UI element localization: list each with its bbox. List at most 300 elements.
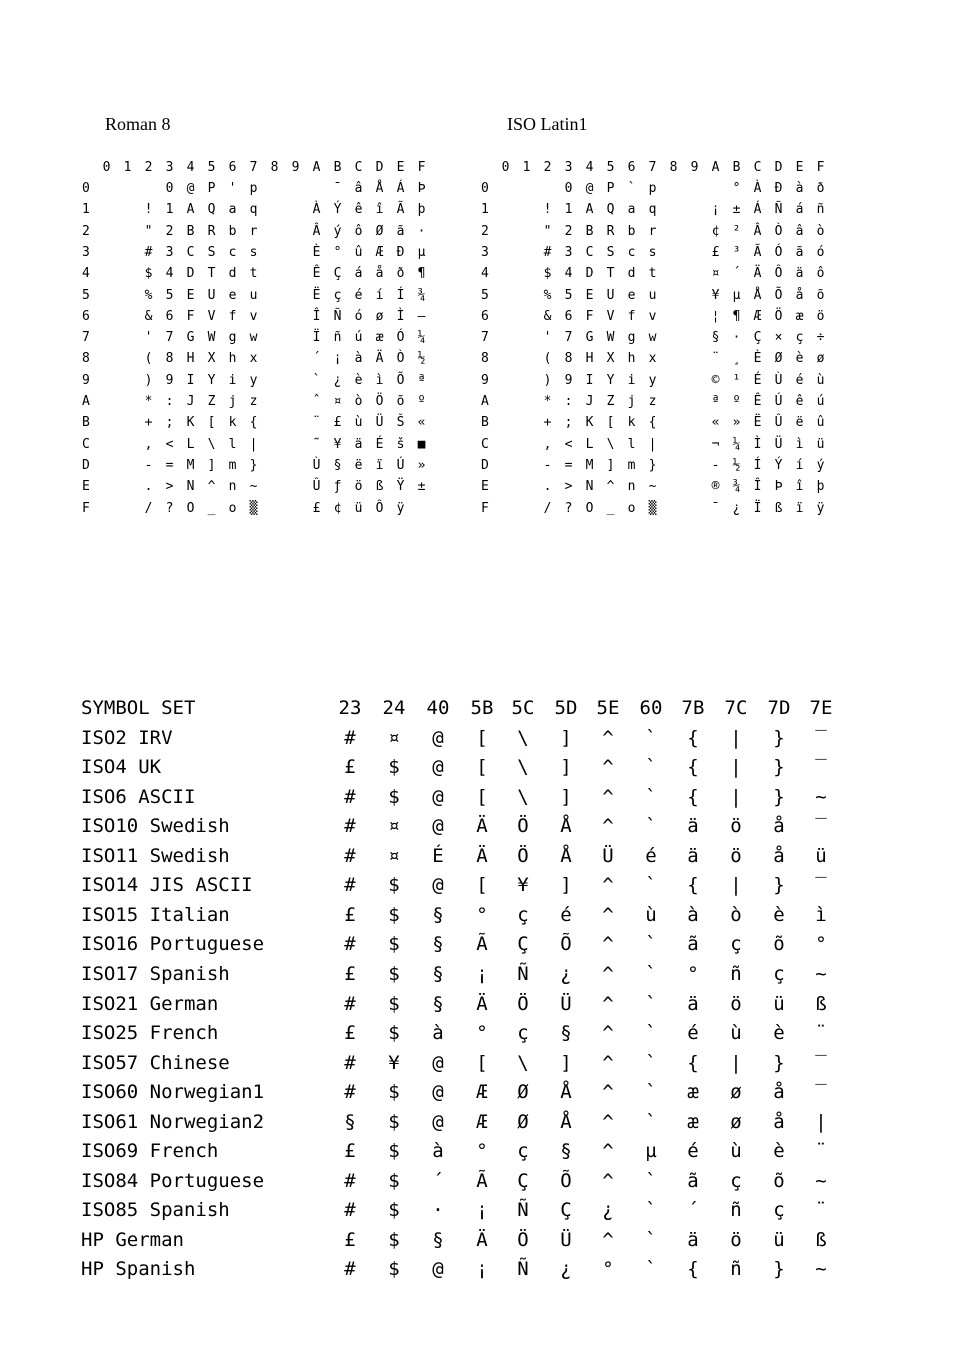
roman8-glyph: ': [144, 330, 153, 346]
symbol-set-char: @: [432, 1051, 444, 1074]
latin1-glyph: ±: [732, 202, 741, 218]
symbol-set-char: £: [344, 1140, 356, 1163]
roman8-glyph: t: [249, 266, 258, 282]
roman8-glyph: >: [165, 479, 174, 495]
latin1-glyph: R: [606, 223, 615, 239]
latin1-glyph: w: [648, 330, 657, 346]
latin1-glyph: ç: [795, 330, 804, 346]
roman8-glyph: -: [144, 457, 153, 473]
latin1-glyph: T: [606, 266, 615, 282]
symbol-set-name: ISO21 German: [81, 992, 219, 1015]
latin1-glyph: $: [543, 266, 552, 282]
roman8-glyph: Õ: [396, 372, 405, 388]
symbol-set-char: ~: [815, 962, 827, 985]
symbol-set-char: #: [344, 785, 356, 808]
symbol-set-char: Ä: [476, 1228, 488, 1251]
symbol-set-char: Æ: [476, 1110, 488, 1133]
symbol-set-char: `: [645, 785, 657, 808]
latin1-glyph: §: [711, 330, 720, 346]
symbol-set-char: å: [773, 815, 785, 838]
latin1-row-label: 2: [481, 223, 489, 239]
latin1-glyph: ×: [774, 330, 783, 346]
latin1-row-label: 3: [481, 244, 489, 260]
roman8-glyph: Þ: [417, 181, 426, 196]
roman8-glyph: ƒ: [333, 479, 342, 495]
symbol-set-char: #: [344, 874, 356, 897]
symbol-set-char: §: [432, 1228, 444, 1251]
symbol-set-char: ç: [730, 933, 742, 956]
latin1-glyph: ø: [816, 351, 825, 367]
roman8-glyph: ã: [396, 223, 405, 239]
latin1-glyph: Ü: [774, 436, 783, 452]
symbol-set-char: ´: [687, 1199, 699, 1222]
roman8-glyph: c: [228, 244, 237, 260]
symbol-set-char: §: [344, 1110, 356, 1133]
symbol-set-char: ¡: [476, 1199, 488, 1222]
roman8-column-header: 1: [123, 160, 132, 175]
roman8-glyph: +: [144, 415, 153, 431]
symbol-set-char: §: [560, 1022, 572, 1045]
latin1-glyph: õ: [816, 287, 825, 303]
latin1-glyph: U: [606, 287, 615, 303]
roman8-glyph: ¡: [333, 351, 342, 367]
latin1-glyph: ": [543, 223, 552, 239]
roman8-glyph: ): [144, 372, 153, 388]
roman8-glyph: 7: [165, 330, 174, 346]
latin1-glyph: ó: [816, 244, 825, 260]
roman8-glyph: T: [207, 266, 216, 282]
symbol-set-char: ì: [815, 903, 827, 926]
latin1-glyph: ¡: [711, 202, 720, 218]
roman8-glyph: ": [144, 223, 153, 239]
latin1-glyph: Ú: [774, 394, 783, 409]
code-header: 7D: [767, 697, 791, 719]
symbol-set-char: Ö: [517, 815, 529, 838]
symbol-set-char: $: [388, 1228, 400, 1251]
symbol-set-char: Å: [560, 1110, 572, 1133]
latin1-title: ISO Latin1: [507, 114, 588, 134]
symbol-set-char: ‾: [815, 815, 827, 838]
latin1-glyph: á: [795, 202, 804, 218]
roman8-row-label: C: [82, 436, 90, 452]
roman8-row-label: 9: [82, 372, 90, 388]
roman8-glyph: U: [207, 287, 216, 303]
symbol-set-char: |: [815, 1110, 827, 1133]
roman8-glyph: ó: [354, 308, 363, 324]
symbol-set-char: °: [476, 903, 488, 926]
latin1-glyph: Ã: [753, 244, 762, 260]
roman8-glyph: °: [333, 244, 342, 260]
symbol-set-char: |: [730, 756, 742, 779]
latin1-glyph: ¬: [711, 436, 720, 452]
roman8-glyph: Ý: [333, 202, 342, 218]
latin1-glyph: µ: [732, 287, 741, 303]
latin1-glyph: 7: [564, 330, 573, 346]
latin1-glyph: Z: [606, 394, 615, 409]
roman8-glyph: a: [228, 202, 237, 218]
symbol-set-char: `: [645, 962, 657, 985]
latin1-glyph: í: [795, 457, 804, 473]
latin1-glyph: è: [795, 351, 804, 367]
roman8-glyph: }: [249, 457, 258, 473]
roman8-glyph: u: [249, 287, 258, 303]
symbol-set-char: ^: [602, 1022, 614, 1045]
latin1-glyph: >: [564, 479, 573, 495]
symbol-set-char: ^: [602, 962, 614, 985]
roman8-glyph: Á: [396, 181, 405, 196]
symbol-set-char: Å: [560, 844, 572, 867]
roman8-glyph: Å: [375, 181, 384, 196]
latin1-glyph: v: [648, 308, 657, 324]
symbol-set-char: `: [645, 1081, 657, 1104]
symbol-set-char: |: [730, 874, 742, 897]
symbol-set-char: `: [645, 874, 657, 897]
roman8-glyph: L: [186, 436, 195, 452]
latin1-glyph: J: [585, 394, 594, 409]
roman8-glyph: &: [144, 308, 153, 324]
symbol-set-char: [: [476, 785, 488, 808]
symbol-set-char: ]: [560, 726, 572, 749]
latin1-glyph: ¦: [711, 308, 720, 324]
roman8-glyph: ñ: [333, 330, 342, 346]
symbol-set-char: ]: [560, 1051, 572, 1074]
roman8-glyph: F: [186, 308, 195, 324]
roman8-glyph: ]: [207, 457, 216, 473]
roman8-glyph: 4: [165, 266, 174, 282]
symbol-set-char: @: [432, 756, 444, 779]
latin1-glyph: Ý: [774, 457, 783, 473]
symbol-set-char: }: [773, 1051, 785, 1074]
latin1-glyph: g: [627, 330, 636, 346]
latin1-character-map: [481, 158, 851, 518]
roman8-glyph: ~: [249, 479, 258, 495]
latin1-glyph: ·: [732, 330, 741, 346]
latin1-glyph: È: [753, 351, 762, 367]
latin1-column-header: 5: [606, 160, 615, 175]
symbol-set-name: ISO17 Spanish: [81, 962, 230, 985]
roman8-glyph: n: [228, 479, 237, 495]
latin1-glyph: o: [627, 500, 636, 516]
symbol-set-char: ·: [432, 1199, 444, 1222]
latin1-column-header: D: [774, 160, 783, 175]
latin1-glyph: ä: [795, 266, 804, 282]
latin1-glyph: ö: [816, 308, 825, 324]
latin1-glyph: A: [585, 202, 594, 218]
symbol-set-char: {: [687, 1051, 699, 1074]
symbol-set-char: |: [730, 1051, 742, 1074]
roman8-row-label: 7: [82, 330, 90, 346]
latin1-row-label: 4: [481, 266, 489, 282]
symbol-set-char: @: [432, 1110, 444, 1133]
symbol-set-name: ISO14 JIS ASCII: [81, 874, 253, 897]
latin1-glyph: Q: [606, 202, 615, 218]
roman8-glyph: É: [375, 436, 384, 452]
latin1-glyph: .: [543, 479, 552, 495]
roman8-glyph: 0: [165, 181, 174, 196]
symbol-set-char: #: [344, 726, 356, 749]
symbol-set-char: ù: [645, 903, 657, 926]
roman8-glyph: Ò: [396, 351, 405, 367]
latin1-glyph: 6: [564, 308, 573, 324]
roman8-glyph: j: [228, 394, 237, 409]
latin1-glyph: ÿ: [816, 500, 825, 516]
roman8-column-header: C: [354, 160, 363, 175]
roman8-glyph: Ù: [312, 457, 321, 473]
roman8-glyph: H: [186, 351, 195, 367]
roman8-glyph: ¢: [333, 500, 342, 516]
latin1-glyph: *: [543, 394, 552, 409]
symbol-set-char: ¿: [602, 1199, 614, 1222]
latin1-glyph: Ø: [774, 351, 783, 367]
roman8-glyph: ½: [417, 351, 426, 367]
roman8-row-label: D: [82, 457, 90, 473]
symbol-set-char: æ: [687, 1081, 699, 1104]
symbol-set-char: ¥: [517, 874, 529, 897]
latin1-glyph: I: [585, 372, 594, 388]
roman8-glyph: Ð: [396, 244, 405, 260]
latin1-glyph: c: [627, 244, 636, 260]
symbol-set-char: ‾: [815, 726, 827, 749]
latin1-row-label: D: [481, 457, 489, 473]
latin1-glyph: Ô: [774, 266, 783, 282]
roman8-column-header: 6: [228, 160, 237, 175]
latin1-glyph: |: [648, 436, 657, 452]
symbol-set-char: Ç: [560, 1199, 572, 1222]
symbol-set-char: {: [687, 874, 699, 897]
roman8-glyph: M: [186, 457, 195, 473]
symbol-set-char: #: [344, 844, 356, 867]
symbol-set-char: §: [432, 933, 444, 956]
latin1-glyph: ÷: [816, 330, 825, 346]
latin1-row-label: 7: [481, 330, 489, 346]
symbol-set-char: `: [645, 1258, 657, 1281]
symbol-set-name: ISO11 Swedish: [81, 844, 230, 867]
symbol-set-char: #: [344, 1169, 356, 1192]
symbol-set-char: `: [645, 1051, 657, 1074]
roman8-glyph: *: [144, 394, 153, 409]
roman8-glyph: w: [249, 330, 258, 346]
latin1-glyph: ò: [816, 223, 825, 239]
symbol-set-char: ^: [602, 992, 614, 1015]
latin1-glyph: ,: [543, 436, 552, 452]
roman8-glyph: ø: [375, 308, 384, 324]
latin1-glyph: a: [627, 202, 636, 218]
latin1-glyph: +: [543, 415, 552, 431]
latin1-glyph: b: [627, 223, 636, 239]
symbol-set-char: å: [773, 1110, 785, 1133]
latin1-glyph: \: [606, 436, 615, 452]
latin1-glyph: 4: [564, 266, 573, 282]
symbol-set-char: ‾: [815, 1051, 827, 1074]
symbol-set-char: Ö: [517, 1228, 529, 1251]
symbol-set-name: ISO4 UK: [81, 756, 162, 779]
symbol-set-char: °: [687, 962, 699, 985]
symbol-set-char: [: [476, 756, 488, 779]
roman8-glyph: Ã: [396, 202, 405, 218]
roman8-glyph: W: [207, 330, 216, 346]
symbol-set-char: $: [388, 962, 400, 985]
latin1-glyph: ¤: [711, 266, 720, 282]
symbol-set-char: õ: [773, 933, 785, 956]
symbol-set-char: ‾: [815, 1081, 827, 1104]
roman8-glyph: #: [144, 244, 153, 260]
symbol-set-char: ^: [602, 903, 614, 926]
roman8-glyph: ±: [417, 479, 426, 495]
roman8-glyph: Ñ: [333, 308, 342, 324]
symbol-set-char: ¡: [476, 962, 488, 985]
roman8-glyph: m: [228, 457, 237, 473]
symbol-set-char: ^: [602, 726, 614, 749]
symbol-set-char: ~: [815, 785, 827, 808]
symbol-set-char: ø: [730, 1110, 742, 1133]
symbol-set-char: \: [517, 726, 529, 749]
roman8-glyph: ·: [417, 223, 426, 239]
latin1-glyph: ¾: [732, 479, 741, 495]
roman8-glyph: â: [354, 181, 363, 196]
roman8-glyph: ß: [375, 479, 384, 495]
roman8-character-map: [82, 158, 452, 518]
roman8-glyph: Ë: [312, 287, 321, 303]
symbol-set-name: ISO6 ASCII: [81, 785, 196, 808]
latin1-glyph: Ñ: [774, 202, 783, 218]
latin1-glyph: ý: [816, 457, 825, 473]
latin1-column-header: B: [732, 160, 741, 175]
roman8-glyph: o: [228, 500, 237, 516]
roman8-glyph: Û: [312, 479, 321, 495]
latin1-row-label: 0: [481, 181, 489, 196]
roman8-column-header: 8: [270, 160, 279, 175]
symbol-set-char: é: [687, 1140, 699, 1163]
roman8-glyph: Ÿ: [396, 479, 405, 495]
roman8-glyph: i: [228, 372, 237, 388]
symbol-set-char: ¤: [388, 726, 400, 749]
roman8-glyph: =: [165, 457, 174, 473]
latin1-glyph: þ: [816, 479, 825, 495]
latin1-glyph: »: [732, 415, 741, 431]
roman8-glyph: ì: [375, 372, 384, 388]
symbol-set-char: ø: [730, 1081, 742, 1104]
latin1-glyph: F: [585, 308, 594, 324]
symbol-set-char: $: [388, 1140, 400, 1163]
roman8-glyph: Z: [207, 394, 216, 409]
latin1-glyph: Å: [753, 287, 762, 303]
latin1-glyph: Ä: [753, 266, 762, 282]
roman8-glyph: q: [249, 202, 258, 218]
symbol-set-char: {: [687, 726, 699, 749]
roman8-glyph: ¨: [312, 415, 321, 431]
latin1-glyph: À: [753, 181, 762, 196]
latin1-glyph: N: [585, 479, 594, 495]
roman8-glyph: g: [228, 330, 237, 346]
roman8-glyph: D: [186, 266, 195, 282]
symbol-set-char: {: [687, 1258, 699, 1281]
code-header: 5E: [596, 697, 620, 719]
symbol-set-char: ]: [560, 874, 572, 897]
symbol-set-char: \: [517, 785, 529, 808]
symbol-set-char: °: [815, 933, 827, 956]
symbol-set-char: ü: [773, 1228, 785, 1251]
symbol-set-char: Å: [560, 815, 572, 838]
roman8-glyph: 6: [165, 308, 174, 324]
roman8-glyph: Ì: [396, 308, 405, 324]
roman8-row-label: 0: [82, 181, 90, 196]
latin1-glyph: Ê: [753, 394, 762, 409]
latin1-glyph: º: [732, 394, 741, 409]
symbol-set-char: ^: [602, 1140, 614, 1163]
latin1-glyph: q: [648, 202, 657, 218]
roman8-glyph: Ä: [375, 351, 384, 367]
latin1-glyph: #: [543, 244, 552, 260]
symbol-set-char: }: [773, 785, 785, 808]
roman8-glyph: Ú: [396, 457, 405, 473]
symbol-set-char: §: [432, 903, 444, 926]
latin1-glyph: ô: [816, 266, 825, 282]
symbol-set-char: ä: [687, 1228, 699, 1251]
symbol-set-char: |: [730, 785, 742, 808]
latin1-glyph: m: [627, 457, 636, 473]
latin1-glyph: 0: [564, 181, 573, 196]
roman8-row-label: 3: [82, 244, 90, 260]
roman8-glyph: ▒: [249, 500, 258, 516]
latin1-glyph: K: [585, 415, 594, 431]
symbol-set-char: ‾: [815, 874, 827, 897]
roman8-glyph: I: [186, 372, 195, 388]
roman8-glyph: V: [207, 308, 216, 324]
latin1-glyph: ²: [732, 223, 741, 239]
latin1-glyph: ´: [732, 266, 741, 282]
symbol-set-char: $: [388, 933, 400, 956]
latin1-glyph: u: [648, 287, 657, 303]
latin1-glyph: [: [606, 415, 615, 431]
symbol-set-char: Õ: [560, 1169, 572, 1192]
code-header: 40: [426, 697, 450, 719]
symbol-set-char: Ø: [517, 1081, 529, 1104]
symbol-set-char: ¥: [388, 1051, 400, 1074]
roman8-glyph: §: [333, 457, 342, 473]
symbol-set-char: #: [344, 1199, 356, 1222]
latin1-glyph: ª: [711, 394, 720, 409]
roman8-glyph: ú: [354, 330, 363, 346]
latin1-glyph: x: [648, 351, 657, 367]
latin1-glyph: i: [627, 372, 636, 388]
symbol-set-char: µ: [645, 1140, 657, 1163]
latin1-column-header: A: [711, 160, 720, 175]
latin1-glyph: =: [564, 457, 573, 473]
symbol-set-char: ¨: [815, 1199, 827, 1222]
symbol-set-char: Ø: [517, 1110, 529, 1133]
roman8-glyph: þ: [417, 202, 426, 218]
symbol-set-char: ¿: [560, 1258, 572, 1281]
symbol-set-char: ^: [602, 785, 614, 808]
symbol-set-char: Ü: [560, 992, 572, 1015]
latin1-glyph: «: [711, 415, 720, 431]
symbol-set-char: ù: [730, 1022, 742, 1045]
roman8-glyph: «: [417, 415, 426, 431]
symbol-set-char: ü: [815, 844, 827, 867]
symbol-set-char: ö: [730, 844, 742, 867]
symbol-set-name: ISO85 Spanish: [81, 1199, 230, 1222]
latin1-glyph: n: [627, 479, 636, 495]
roman8-column-header: F: [417, 160, 426, 175]
symbol-set-char: £: [344, 962, 356, 985]
latin1-glyph: ê: [795, 394, 804, 409]
latin1-column-header: 9: [690, 160, 699, 175]
latin1-glyph: Y: [606, 372, 615, 388]
latin1-glyph: s: [648, 244, 657, 260]
symbol-set-char: ¿: [560, 962, 572, 985]
symbol-set-char: £: [344, 1228, 356, 1251]
roman8-glyph: ´: [312, 351, 321, 367]
